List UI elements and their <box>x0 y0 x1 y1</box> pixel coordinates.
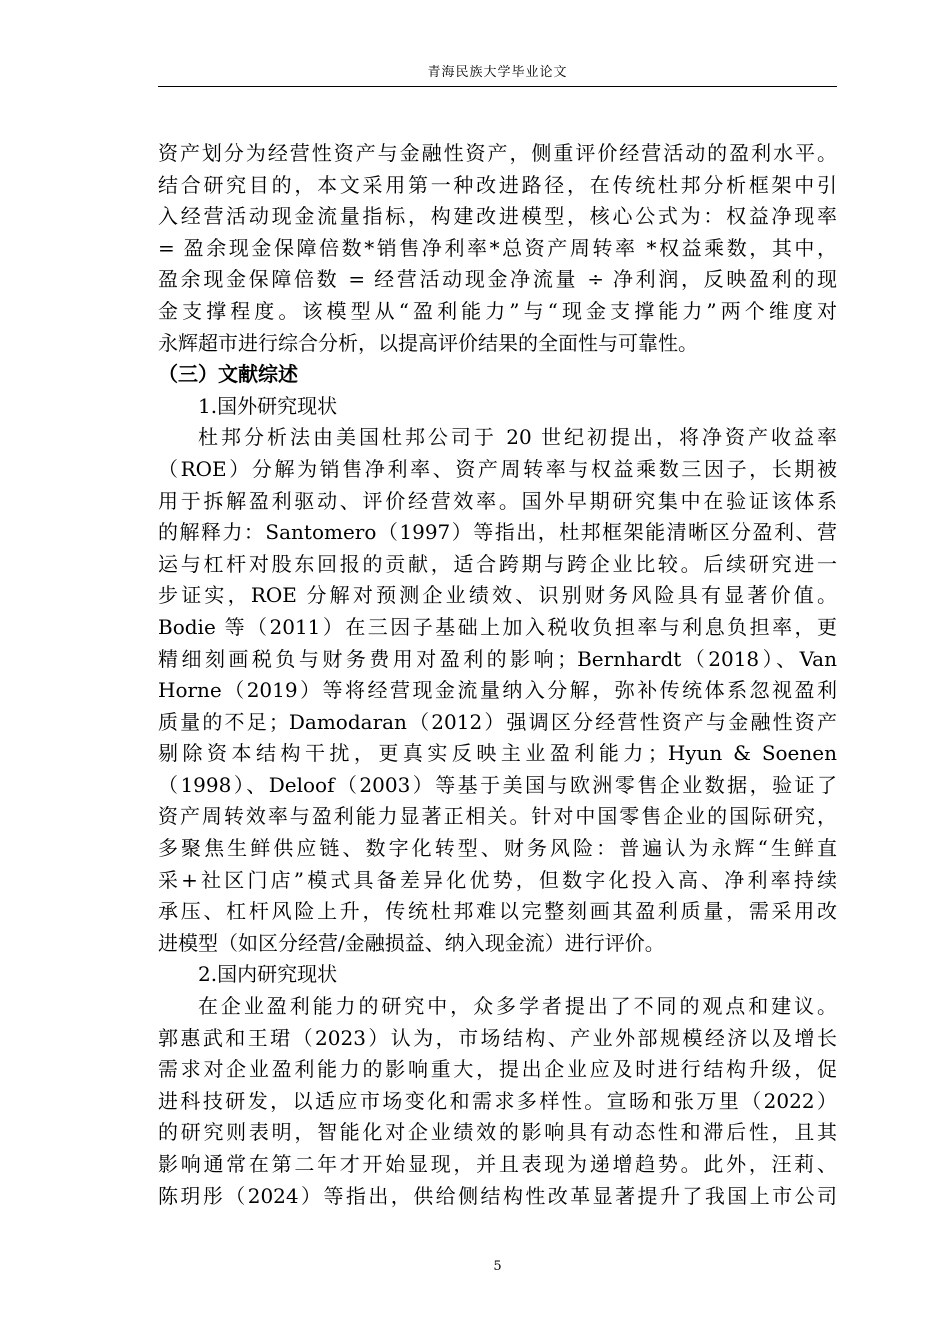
text-line: （1998）、Deloof（2003）等基于美国与欧洲零售企业数据，验证了 <box>158 772 837 797</box>
text-line: = 盈余现金保障倍数*销售净利率*总资产周转率 *权益乘数，其中， <box>158 235 837 260</box>
text-line: 进模型（如区分经营/金融损益、纳入现金流）进行评价。 <box>158 930 665 955</box>
text-line: 永辉超市进行综合分析，以提高评价结果的全面性与可靠性。 <box>158 330 698 355</box>
running-header: 青海民族大学毕业论文 <box>427 65 568 80</box>
page-number: 5 <box>493 1259 502 1274</box>
text-line: 多聚焦生鲜供应链、数字化转型、财务风险：普遍认为永辉“生鲜直 <box>158 836 837 861</box>
text-line: 用于拆解盈利驱动、评价经营效率。国外早期研究集中在验证该体系 <box>158 488 837 513</box>
text-line: 精细刻画税负与财务费用对盈利的影响；Bernhardt（2018）、Van <box>158 646 837 671</box>
text-line: 金支撑程度。该模型从“盈利能力”与“现金支撑能力”两个维度对 <box>158 298 837 323</box>
text-line: （ROE）分解为销售净利率、资产周转率与权益乘数三因子，长期被 <box>158 456 837 481</box>
text-line: 影响通常在第二年才开始显现，并且表现为递增趋势。此外，汪莉、 <box>158 1152 837 1176</box>
text-line: 步证实，ROE 分解对预测企业绩效、识别财务风险具有显著价值。 <box>158 583 837 608</box>
text-line: 质量的不足；Damodaran（2012）强调区分经营性资产与金融性资产 <box>158 709 837 734</box>
text-line: 资产周转效率与盈利能力显著正相关。针对中国零售企业的国际研究， <box>158 804 837 829</box>
text-line: 的研究则表明，智能化对企业绩效的影响具有动态性和滞后性，且其 <box>158 1120 837 1145</box>
text-line: 郭惠武和王珺（2023）认为，市场结构、产业外部规模经济以及增长 <box>158 1025 837 1050</box>
text-line: 承压、杠杆风险上升，传统杜邦难以完整刻画其盈利质量，需采用改 <box>158 899 837 924</box>
text-line: 采+社区门店”模式具备差异化优势，但数字化投入高、净利率持续 <box>158 867 837 892</box>
text-line: 运与杠杆对股东回报的贡献，适合跨期与跨企业比较。后续研究进一 <box>158 551 837 576</box>
text-line: 进科技研发，以适应市场变化和需求多样性。宣旸和张万里（2022） <box>158 1088 837 1113</box>
text-line: 需求对企业盈利能力的影响重大，提出企业应及时进行结构升级，促 <box>158 1057 837 1082</box>
text-line: 杜邦分析法由美国杜邦公司于 20 世纪初提出，将净资产收益率 <box>198 425 837 450</box>
text-line: 在企业盈利能力的研究中，众多学者提出了不同的观点和建议。 <box>198 994 837 1019</box>
text-line: 的解释力：Santomero（1997）等指出，杜邦框架能清晰区分盈利、营 <box>158 520 837 545</box>
text-line: 入经营活动现金流量指标，构建改进模型，核心公式为：权益净现率 <box>158 204 837 229</box>
text-line: 结合研究目的，本文采用第一种改进路径，在传统杜邦分析框架中引 <box>158 172 837 197</box>
text-line: Horne（2019）等将经营现金流量纳入分解，弥补传统体系忽视盈利 <box>158 678 837 703</box>
text-line: 1.国外研究现状 <box>198 393 338 418</box>
text-line: Bodie 等（2011）在三因子基础上加入税收负担率与利息负担率，更 <box>158 614 837 639</box>
text-line: 盈余现金保障倍数 = 经营活动现金净流量 ÷ 净利润，反映盈利的现 <box>158 267 837 292</box>
text-line: 2.国内研究现状 <box>198 962 338 987</box>
body-text <box>158 138 837 1212</box>
text-line: 剔除资本结构干扰，更真实反映主业盈利能力；Hyun & Soenen <box>158 741 837 766</box>
text-line: 资产划分为经营性资产与金融性资产，侧重评价经营活动的盈利水平。 <box>158 141 837 165</box>
text-line: 陈玥彤（2024）等指出，供给侧结构性改革显著提升了我国上市公司 <box>158 1183 837 1208</box>
header-rule <box>158 86 837 87</box>
section-heading: （三）文献综述 <box>158 362 298 387</box>
